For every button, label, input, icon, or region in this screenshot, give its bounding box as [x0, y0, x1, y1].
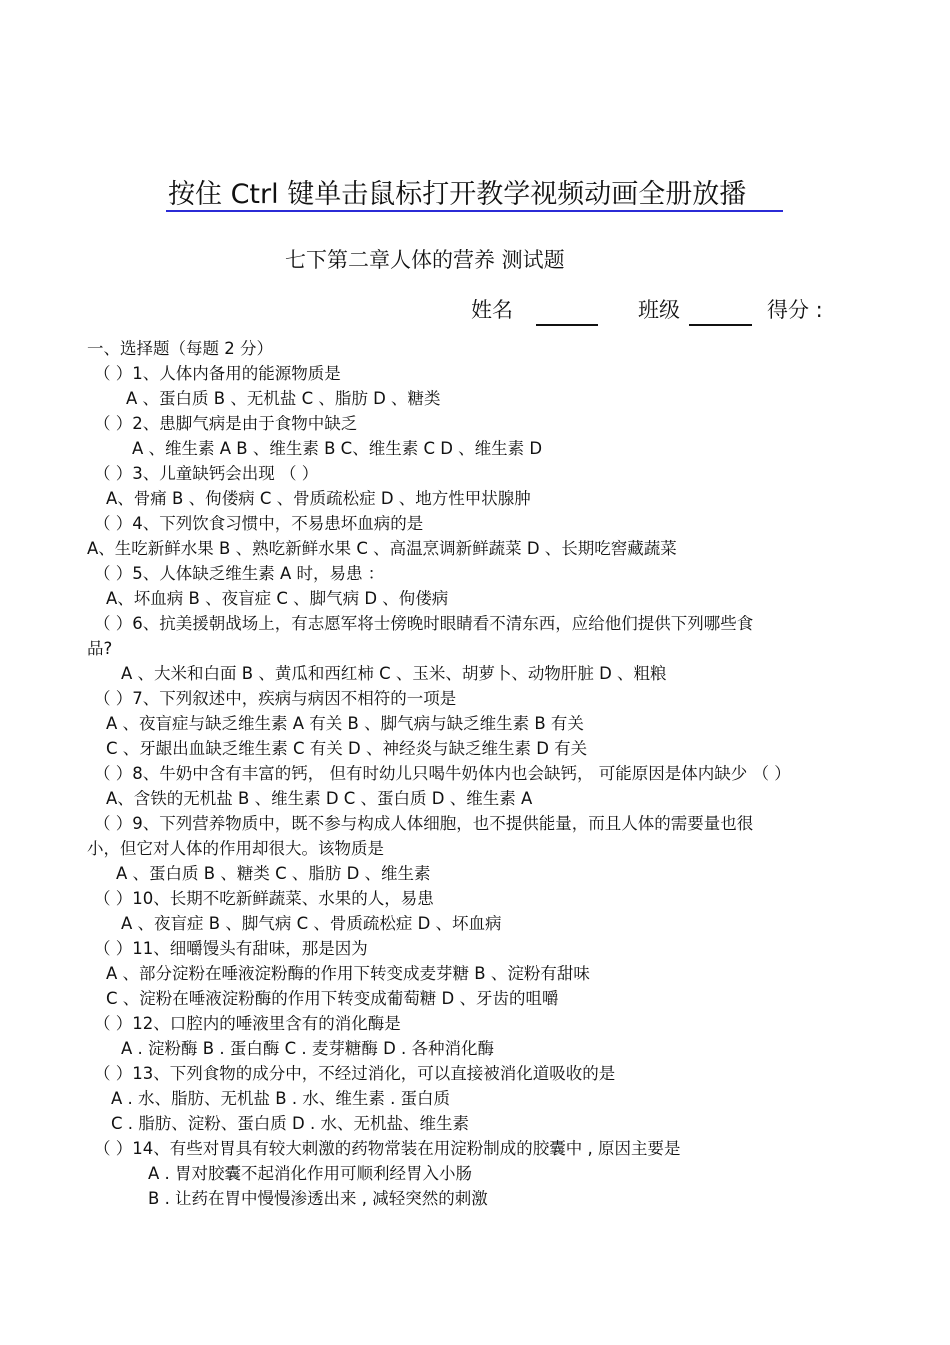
- question-line: （ ）2、患脚气病是由于食物中缺乏: [94, 414, 358, 433]
- option-line: A、含铁的无机盐 B 、维生素 D C 、蛋白质 D 、维生素 A: [106, 789, 533, 808]
- question-line: （ ）3、儿童缺钙会出现 （ ）: [94, 464, 319, 483]
- banner-underline: [166, 210, 783, 212]
- option-line: A 、蛋白质 B 、糖类 C 、脂肪 D 、维生素: [116, 864, 431, 883]
- question-line: （ ）10、长期不吃新鲜蔬菜、水果的人，易患: [94, 889, 434, 908]
- option-line: A 、夜盲症与缺乏维生素 A 有关 B 、脚气病与缺乏维生素 B 有关: [106, 714, 584, 733]
- option-line: B . 让药在胃中慢慢渗透出来 , 减轻突然的刺激: [148, 1189, 488, 1208]
- option-line: A、坏血病 B 、夜盲症 C 、脚气病 D 、佝偻病: [106, 589, 449, 608]
- class-blank: [689, 324, 752, 326]
- question-line: （ ）12、口腔内的唾液里含有的消化酶是: [94, 1014, 401, 1033]
- question-line: （ ）7、下列叙述中，疾病与病因不相符的一项是: [94, 689, 457, 708]
- option-line: A 、夜盲症 B 、脚气病 C 、骨质疏松症 D 、坏血病: [121, 914, 502, 933]
- question-line: （ ）14、有些对胃具有较大刺激的药物常装在用淀粉制成的胶囊中 , 原因主要是: [94, 1139, 681, 1158]
- question-line: （ ）9、下列营养物质中，既不参与构成人体细胞，也不提供能量，而且人体的需要量也很: [94, 814, 754, 833]
- option-line: C 、淀粉在唾液淀粉酶的作用下转变成葡萄糖 D 、牙齿的咀嚼: [106, 989, 559, 1008]
- score-label: 得分 :: [767, 298, 823, 322]
- question-line: （ ）5、人体缺乏维生素 A 时，易患 ：: [94, 564, 385, 583]
- banner-link[interactable]: 按住 Ctrl 键单击鼠标打开教学视频动画全册放播: [168, 179, 747, 210]
- option-line: A 、蛋白质 B 、无机盐 C 、脂肪 D 、糖类: [126, 389, 441, 408]
- option-line: A . 淀粉酶 B . 蛋白酶 C . 麦芽糖酶 D . 各种消化酶: [121, 1039, 495, 1058]
- option-line: A、生吃新鲜水果 B 、熟吃新鲜水果 C 、高温烹调新鲜蔬菜 D 、长期吃窖藏蔬菜: [87, 539, 677, 558]
- question-line: （ ）6、抗美援朝战场上，有志愿军将士傍晚时眼睛看不清东西，应给他们提供下列哪些食: [94, 614, 754, 633]
- question-line: （ ）11、细嚼馒头有甜味，那是因为: [94, 939, 368, 958]
- question-line: （ ）8、牛奶中含有丰富的钙， 但有时幼儿只喝牛奶体内也会缺钙， 可能原因是体内缺少 （ ）: [94, 764, 791, 783]
- name-blank: [536, 324, 598, 326]
- option-line: A 、部分淀粉在唾液淀粉酶的作用下转变成麦芽糖 B 、淀粉有甜味: [106, 964, 590, 983]
- page-title: 七下第二章人体的营养 测试题: [285, 248, 565, 272]
- class-label: 班级: [638, 298, 680, 322]
- question-line: 小，但它对人体的作用却很大。该物质是: [87, 839, 384, 858]
- question-line: （ ）13、下列食物的成分中，不经过消化，可以直接被消化道吸收的是: [94, 1064, 616, 1083]
- option-line: A、骨痛 B 、佝偻病 C 、骨质疏松症 D 、地方性甲状腺肿: [106, 489, 531, 508]
- name-label: 姓名: [471, 298, 513, 322]
- option-line: C . 脂肪、淀粉、蛋白质 D . 水、无机盐、维生素: [111, 1114, 469, 1133]
- question-line: （ ）1、人体内备用的能源物质是: [94, 364, 341, 383]
- question-line: 品?: [87, 639, 113, 658]
- question-line: （ ）4、下列饮食习惯中，不易患坏血病的是: [94, 514, 424, 533]
- option-line: A 、大米和白面 B 、黄瓜和西红柿 C 、玉米、胡萝卜、动物肝脏 D 、粗粮: [121, 664, 667, 683]
- option-line: A 、维生素 A B 、维生素 B C、维生素 C D 、维生素 D: [132, 439, 543, 458]
- option-line: A . 胃对胶囊不起消化作用可顺利经胃入小肠: [148, 1164, 473, 1183]
- option-line: C 、牙龈出血缺乏维生素 C 有关 D 、神经炎与缺乏维生素 D 有关: [106, 739, 588, 758]
- section-title: 一、选择题（每题 2 分）: [87, 339, 273, 358]
- option-line: A . 水、脂肪、无机盐 B . 水、维生素 . 蛋白质: [111, 1089, 451, 1108]
